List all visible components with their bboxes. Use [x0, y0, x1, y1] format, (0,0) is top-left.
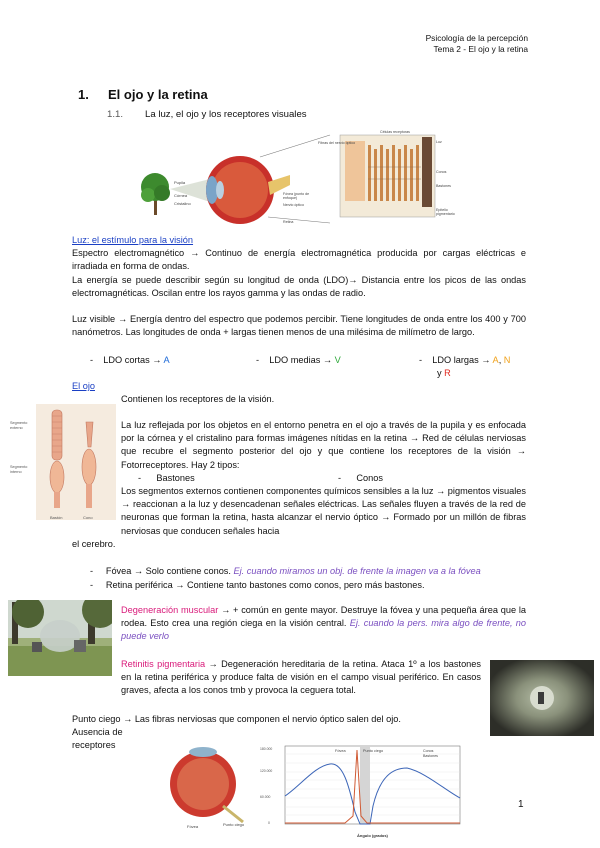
luz-heading: Luz: el estímulo para la visión [72, 235, 194, 245]
punto-ciego: Punto ciego → Las fibras nerviosas que componen el nervio óptico salen del ojo. [72, 714, 401, 724]
svg-text:enfoque): enfoque) [283, 196, 298, 200]
section-title [78, 88, 208, 101]
svg-text:Luz: Luz [436, 140, 442, 144]
bullet-periferica: - Retina periférica → Contiene tanto bastones como conos, pero más bastones. [90, 580, 425, 590]
ldo-bullet-largas: - LDO largas → A, N [419, 355, 511, 365]
svg-text:pigmentario: pigmentario [436, 212, 455, 216]
svg-text:Nervio óptico: Nervio óptico [283, 203, 304, 207]
section-number: 1. [78, 87, 89, 102]
subsection-title-text: La luz, el ojo y los receptores visuales [145, 109, 307, 120]
svg-text:Pupila: Pupila [174, 180, 186, 185]
subsection-number: 1.1. [107, 109, 124, 120]
ojo-p1: La luz reflejada por los objetos en el entorno penetra en el ojo a través de la pupila y es enfocada por la córnea y el cristalino para formas imágenes nítidas en la retina → Red de células nerviosas que recubre el segmento posterior del ojo y que contiene los receptores de la visión → Fotorreceptores. Hay 2 tipos: [121, 420, 526, 470]
luz-section [72, 234, 526, 339]
ausencia-line2: receptores [72, 740, 116, 750]
svg-text:Segmento: Segmento [10, 421, 28, 425]
svg-text:Epitelio: Epitelio [436, 208, 448, 212]
svg-text:Bastones: Bastones [423, 754, 438, 758]
retinitis-photo [490, 660, 594, 736]
retinitis-title: Retinitis pigmentaria [121, 659, 206, 669]
svg-text:Células receptoras: Células receptoras [380, 130, 410, 134]
svg-text:Punto ciego: Punto ciego [363, 749, 384, 753]
bullet-bastones: - Bastones [138, 473, 195, 483]
macular-degeneration-photo [8, 600, 112, 676]
eye-retina-figure [140, 127, 465, 227]
svg-text:Fóvea: Fóvea [335, 749, 346, 753]
svg-text:Córnea: Córnea [174, 193, 188, 198]
header-topic: Tema 2 - El ojo y la retina [433, 44, 528, 54]
svg-text:Fibras del nervio óptico: Fibras del nervio óptico [318, 141, 356, 145]
svg-text:interno: interno [10, 470, 22, 474]
luz-p1: Espectro electromagnético → Continuo de energía electromagnética producida por cargas eléctricas e irradiada en forma de ondas. [72, 248, 526, 272]
ldo-bullet-cortas: - LDO cortas → A [90, 355, 170, 365]
svg-text:Ángulo (grados): Ángulo (grados) [357, 833, 388, 838]
svg-text:Segmento: Segmento [10, 465, 28, 469]
ojo-p2: Los segmentos externos contienen componentes químicos sensibles a la luz → pigmentos visuales → reaccionan a la luz y desencadenan señales eléctricas. Las señales fluyen a través de la red de neuronas que forman la retina, hasta alcanzar el nervio óptico → Formado por un millón de fibras nerviosas que conducen señales hacia [121, 486, 526, 536]
bullet-fovea: - Fóvea → Solo contiene conos. Ej. cuando miramos un obj. de frente la imagen va a la fóvea [90, 566, 481, 576]
receptor-cells-figure [8, 402, 118, 524]
svg-text:Bastón: Bastón [50, 515, 63, 520]
svg-text:Cono: Cono [83, 515, 93, 520]
retinitis-paragraph: Retinitis pigmentaria → Degeneración hereditaria de la retina. Ataca 1º a los bastones en la retina periférica y produce falta de visión en el campo visual periférico. En casos graves, afecta a los conos tmb y provoca la ceguera total. [121, 659, 481, 696]
svg-text:Bastones: Bastones [436, 184, 451, 188]
ojo-intro: Contienen los receptores de la visión. [121, 394, 275, 404]
ldo-bullet-medias: - LDO medias → V [256, 355, 341, 365]
svg-text:Fóvea: Fóvea [187, 824, 199, 829]
svg-text:Punto ciego: Punto ciego [223, 822, 245, 827]
svg-text:Retina: Retina [283, 220, 294, 224]
ldo-bullet-largas-cont: y R [437, 368, 451, 378]
ausencia-line1: Ausencia de [72, 727, 123, 737]
header-course: Psicología de la percepción [425, 33, 528, 43]
bullet-conos: - Conos [338, 473, 383, 483]
svg-text:Conos: Conos [423, 749, 434, 753]
ojo-p2-end: el cerebro. [72, 539, 116, 549]
degeneracion-title: Degeneración muscular [121, 605, 219, 615]
page-number: 1 [518, 799, 524, 810]
svg-text:120.000: 120.000 [260, 769, 273, 773]
svg-text:Cristalino: Cristalino [174, 201, 191, 206]
subsection-title [107, 108, 307, 121]
degeneracion-paragraph: Degeneración muscular → + común en gente mayor. Destruye la fóvea y una pequeña área que la rodea. Esto crea una región ciega en la visión central. Ej. cuando la pers. mira algo de frente, no puede verlo [121, 605, 527, 642]
svg-text:Fóvea (punto de: Fóvea (punto de [283, 192, 310, 196]
svg-text:Conos: Conos [436, 170, 447, 174]
section-title-text: El ojo y la retina [108, 87, 208, 102]
luz-p2: La energía se puede describir según su longitud de onda (LDO)→ Distancia entre los picos de las ondas electromagnéticas. Oscilan entre los rayos gamma y las ondas de radio. [72, 274, 526, 298]
page-header [426, 33, 528, 55]
svg-text:0: 0 [268, 821, 270, 825]
svg-text:60.000: 60.000 [260, 795, 271, 799]
svg-text:externo: externo [10, 426, 23, 430]
ojo-heading: El ojo [72, 381, 95, 391]
blind-spot-figure [165, 740, 475, 840]
luz-p3: Luz visible → Energía dentro del espectro que podemos percibir. Tiene longitudes de onda entre los 400 y 700 nanómetros. Las longitudes de onda + largas tienen menos de una milésima de milímetro de largo. [72, 314, 526, 338]
svg-text:180.000: 180.000 [260, 747, 273, 751]
